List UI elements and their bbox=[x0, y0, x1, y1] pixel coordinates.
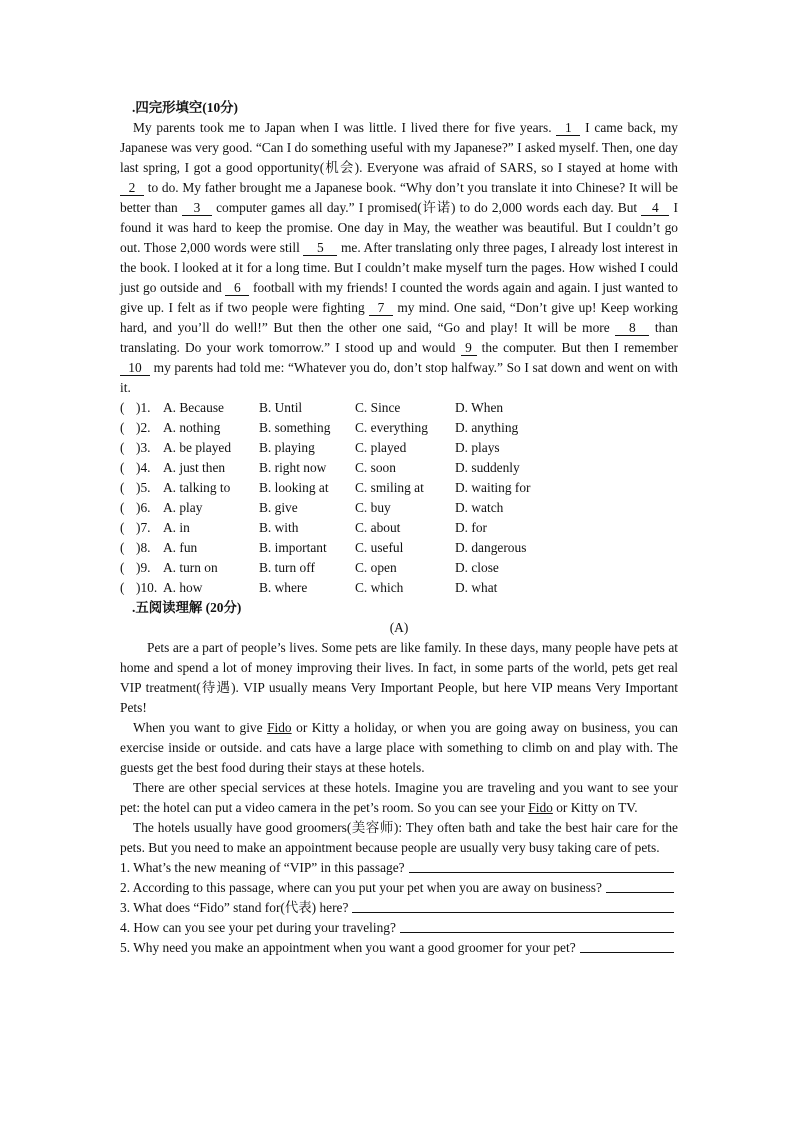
paragraph-text: When you want to give bbox=[133, 720, 268, 735]
question-number bbox=[120, 458, 163, 478]
answer-paren[interactable]: ( bbox=[120, 580, 125, 595]
reading-paragraph bbox=[120, 778, 678, 818]
passage-text: my mind. One said, “Don’t give up! Keep working hard, and you’ll do well!” But then the other one said, “Go and play! It will be more bbox=[120, 300, 678, 335]
option-d: D. waiting for bbox=[455, 480, 531, 495]
passage-text: My parents took me to Japan when I was little. I lived there for five years. bbox=[133, 120, 557, 135]
cloze-question-row bbox=[120, 538, 678, 558]
reading-paragraph bbox=[120, 638, 678, 718]
cloze-passage bbox=[120, 118, 678, 398]
cloze-question-row bbox=[120, 438, 678, 458]
blank-7[interactable]: 7 bbox=[369, 300, 393, 316]
cloze-question-row bbox=[120, 498, 678, 518]
blank-9[interactable]: 9 bbox=[461, 340, 477, 356]
answer-paren[interactable]: ( bbox=[120, 460, 125, 475]
question-text: 2. According to this passage, where can you put your pet when you are away on business? bbox=[120, 880, 602, 895]
blank-8[interactable]: 8 bbox=[615, 320, 649, 336]
reading-paragraph bbox=[120, 818, 678, 858]
option-d: D. close bbox=[455, 560, 499, 575]
option-d: D. what bbox=[455, 580, 498, 595]
cloze-question-row bbox=[120, 458, 678, 478]
option-b: B. give bbox=[259, 500, 298, 515]
question-text: 3. What does “Fido” stand for(代表) here? bbox=[120, 900, 349, 915]
answer-line[interactable] bbox=[400, 918, 674, 933]
passage-text: football with my friends! I counted the words again and again. I just wanted to give up. I felt as if two people were fighting bbox=[120, 280, 678, 315]
option-a: A. how bbox=[163, 580, 203, 595]
option-a: A. just then bbox=[163, 460, 226, 475]
option-a: A. talking to bbox=[163, 480, 231, 495]
cloze-question-row bbox=[120, 478, 678, 498]
passage-text: me. After translating only three pages, I already lost interest in the book. I looked at it for a long time. But I couldn’t make myself turn the pages. How wished I could just go outside and bbox=[120, 240, 678, 295]
question-index: )1. bbox=[136, 400, 151, 415]
option-a: A. nothing bbox=[163, 420, 221, 435]
option-b: B. turn off bbox=[259, 560, 315, 575]
option-d: D. suddenly bbox=[455, 460, 520, 475]
question-number bbox=[120, 478, 163, 498]
question-index: )6. bbox=[136, 500, 151, 515]
option-a: A. turn on bbox=[163, 560, 218, 575]
option-c: C. about bbox=[355, 520, 401, 535]
option-b: B. Until bbox=[259, 400, 303, 415]
cloze-question-row bbox=[120, 578, 678, 598]
option-c: C. buy bbox=[355, 500, 391, 515]
option-c: C. useful bbox=[355, 540, 404, 555]
reading-question-row bbox=[120, 858, 678, 878]
option-b: B. with bbox=[259, 520, 299, 535]
answer-paren[interactable]: ( bbox=[120, 520, 125, 535]
option-c: C. smiling at bbox=[355, 480, 424, 495]
option-d: D. dangerous bbox=[455, 540, 527, 555]
reading-question-row bbox=[120, 938, 678, 958]
cloze-question-row bbox=[120, 558, 678, 578]
answer-paren[interactable]: ( bbox=[120, 560, 125, 575]
blank-10[interactable]: 10 bbox=[120, 360, 150, 376]
option-a: A. fun bbox=[163, 540, 198, 555]
passage-text: than translating. Do your work tomorrow.” I stood up and would bbox=[120, 320, 678, 355]
question-index: )5. bbox=[136, 480, 151, 495]
cloze-question-row bbox=[120, 518, 678, 538]
option-c: C. played bbox=[355, 440, 407, 455]
option-b: B. something bbox=[259, 420, 331, 435]
passage-label: (A) bbox=[389, 620, 409, 635]
question-number bbox=[120, 398, 163, 418]
blank-3[interactable]: 3 bbox=[182, 200, 212, 216]
question-index: )4. bbox=[136, 460, 151, 475]
question-index: )10. bbox=[136, 580, 158, 595]
blank-4[interactable]: 4 bbox=[641, 200, 669, 216]
question-text: 4. How can you see your pet during your traveling? bbox=[120, 920, 396, 935]
option-c: C. which bbox=[355, 580, 404, 595]
option-c: C. soon bbox=[355, 460, 396, 475]
option-d: D. for bbox=[455, 520, 487, 535]
question-number bbox=[120, 538, 163, 558]
question-index: )9. bbox=[136, 560, 151, 575]
answer-line[interactable] bbox=[580, 938, 674, 953]
passage-text: I came back, my Japanese was very good. “Can I do something useful with my Japanese?” I asked myself. Then, one day last spring, I got a good opportunity(机会). Everyone was afraid of SARS, so I stayed at home with bbox=[120, 120, 678, 175]
cloze-question-row bbox=[120, 418, 678, 438]
question-index: )7. bbox=[136, 520, 151, 535]
reading-paragraph bbox=[120, 718, 678, 778]
passage-text: to do. My father brought me a Japanese book. “Why don’t you translate it into Chinese? It will be better than bbox=[120, 180, 678, 215]
cloze-question-row bbox=[120, 398, 678, 418]
question-number bbox=[120, 498, 163, 518]
paragraph-text: or Kitty on TV. bbox=[552, 800, 638, 815]
question-text: 1. What’s the new meaning of “VIP” in this passage? bbox=[120, 860, 405, 875]
passage-text: my parents had told me: “Whatever you do, don’t stop halfway.” So I sat down and went on with it. bbox=[120, 360, 678, 395]
option-b: B. right now bbox=[259, 460, 327, 475]
option-d: D. anything bbox=[455, 420, 519, 435]
answer-line[interactable] bbox=[352, 898, 674, 913]
answer-line[interactable] bbox=[606, 878, 674, 893]
reading-section-title: .五阅读理解 (20分) bbox=[132, 600, 242, 615]
option-c: C. Since bbox=[355, 400, 401, 415]
question-number bbox=[120, 518, 163, 538]
passage-text: computer games all day.” I promised(许诺) to do 2,000 words each day. But bbox=[211, 200, 642, 215]
reading-question-list bbox=[120, 858, 678, 958]
option-b: B. playing bbox=[259, 440, 315, 455]
paragraph-text: Pets are a part of people’s lives. Some pets are like family. In these days, many people have pets at home and spend a lot of money improving their lives. In fact, in some parts of the world, pets get real VIP treatment(待遇). VIP usually means Very Important People, but here VIP means Very Important Pets! bbox=[120, 640, 678, 715]
paragraph-text: The hotels usually have good groomers(美容师): They often bath and take the best hair care for the pets. But you need to make an appointment because people are usually very busy taking care of pets. bbox=[120, 820, 678, 855]
answer-paren[interactable]: ( bbox=[120, 480, 125, 495]
reading-question-row bbox=[120, 898, 678, 918]
worksheet-page bbox=[120, 98, 678, 958]
question-index: )8. bbox=[136, 540, 151, 555]
cloze-question-list bbox=[120, 398, 678, 598]
question-index: )2. bbox=[136, 420, 151, 435]
option-d: D. watch bbox=[455, 500, 504, 515]
option-a: A. Because bbox=[163, 400, 224, 415]
option-a: A. play bbox=[163, 500, 203, 515]
option-d: D. When bbox=[455, 400, 504, 415]
option-c: C. everything bbox=[355, 420, 428, 435]
question-number bbox=[120, 578, 163, 598]
question-number bbox=[120, 438, 163, 458]
reading-passage bbox=[120, 638, 678, 858]
underlined-word: Fido bbox=[528, 800, 553, 815]
blank-2[interactable]: 2 bbox=[120, 180, 144, 196]
answer-paren[interactable]: ( bbox=[120, 400, 125, 415]
paragraph-text: or Kitty a holiday, or when you are going away on business, you can exercise inside or outside. and cats have a large place with something to climb on and play with. The guests get the best food during their stays at these hotels. bbox=[120, 720, 679, 775]
paragraph-text: There are other special services at these hotels. Imagine you are traveling and you want to see your pet: the hotel can put a video camera in the pet’s room. So you can see your bbox=[120, 780, 678, 815]
option-b: B. where bbox=[259, 580, 308, 595]
underlined-word: Fido bbox=[267, 720, 292, 735]
question-text: 5. Why need you make an appointment when you want a good groomer for your pet? bbox=[120, 940, 576, 955]
option-d: D. plays bbox=[455, 440, 500, 455]
option-b: B. looking at bbox=[259, 480, 329, 495]
blank-6[interactable]: 6 bbox=[225, 280, 249, 296]
passage-text: I found it was hard to keep the promise. One day in May, the weather was beautiful. But I couldn’t go out. Those 2,000 words were still bbox=[120, 200, 678, 255]
option-a: A. in bbox=[163, 520, 190, 535]
question-index: )3. bbox=[136, 440, 151, 455]
answer-line[interactable] bbox=[409, 858, 674, 873]
option-b: B. important bbox=[259, 540, 327, 555]
reading-question-row bbox=[120, 918, 678, 938]
answer-paren[interactable]: ( bbox=[120, 420, 125, 435]
blank-1[interactable]: 1 bbox=[556, 120, 580, 136]
cloze-section-title: .四完形填空(10分) bbox=[132, 100, 238, 115]
question-number bbox=[120, 558, 163, 578]
answer-paren[interactable]: ( bbox=[120, 500, 125, 515]
answer-paren[interactable]: ( bbox=[120, 540, 125, 555]
answer-paren[interactable]: ( bbox=[120, 440, 125, 455]
option-a: A. be played bbox=[163, 440, 232, 455]
question-number bbox=[120, 418, 163, 438]
option-c: C. open bbox=[355, 560, 397, 575]
reading-question-row bbox=[120, 878, 678, 898]
blank-5[interactable]: 5 bbox=[303, 240, 337, 256]
passage-text: the computer. But then I remember bbox=[476, 340, 678, 355]
